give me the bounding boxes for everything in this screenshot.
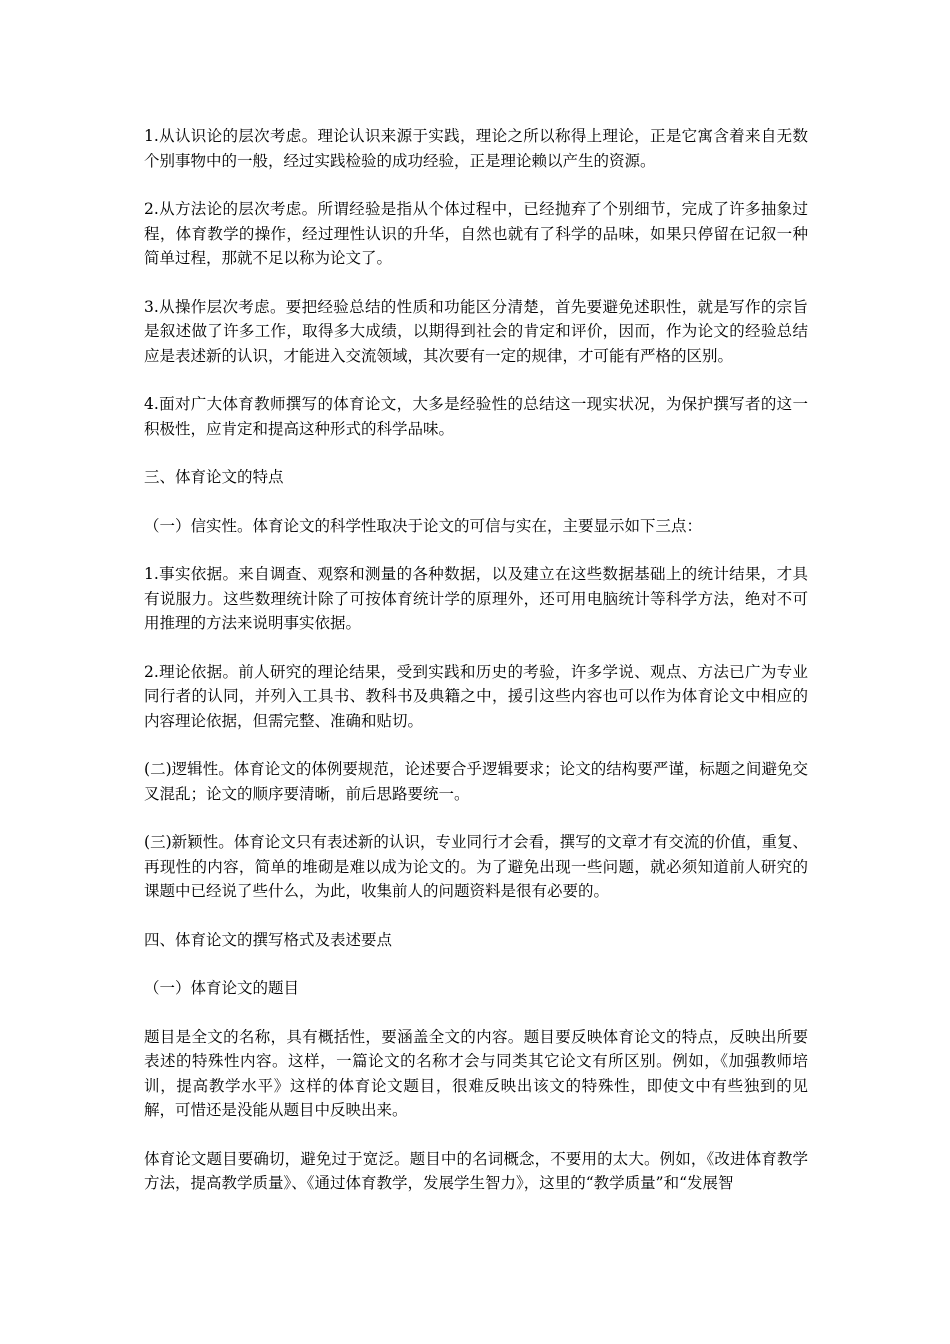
section-heading-format: 四、体育论文的撰写格式及表述要点 <box>144 930 393 949</box>
paragraph-title-precision: 体育论文题目要确切，避免过于宽泛。题目中的名词概念，不要用的太大。例如，《改进体育教学方法，提高教学质量》、《通过体育教学，发展学生智力》，这里的“教学质量”和“发展智 <box>144 1149 808 1192</box>
section-heading-features: 三、体育论文的特点 <box>144 468 284 486</box>
paragraph-methodology: 2.从方法论的层次考虑。所谓经验是指从个体过程中，已经抛弃了个别细节，完成了许多抽象过程，体育教学的操作，经过理性认识的升华，自然也就有了科学的品味，如果只停留在记叙一种简单过程，那就不足以称为论文了。 <box>144 200 808 267</box>
paragraph-teacher-papers: 4.面对广大体育教师撰写的体育论文，大多是经验性的总结这一现实状况，为保护撰写者的这一积极性，应肯定和提高这种形式的科学品味。 <box>144 395 808 438</box>
paragraph-title-definition: 题目是全文的名称，具有概括性，要涵盖全文的内容。题目要反映体育论文的特点，反映出所要表述的特殊性内容。这样，一篇论文的名称才会与同类其它论文有所区别。例如，《加强教师培训，提高教学水平》这样的体育论文题目，很难反映出该文的特殊性，即使文中有些独到的见解，可惜还是没能从题目中反映出来。 <box>144 1027 808 1119</box>
paragraph-theoretical-basis: 2.理论依据。前人研究的理论结果，受到实践和历史的考验，许多学说、观点、方法已广为专业同行者的认同，并列入工具书、教科书及典籍之中，援引这些内容也可以作为体育论文中相应的内容理论依据，但需完整、准确和贴切。 <box>144 662 808 730</box>
subsection-title: （一）体育论文的题目 <box>144 979 300 997</box>
paragraph-epistemology: 1.从认识论的层次考虑。理论认识来源于实践，理论之所以称得上理论，正是它寓含着来自无数个别事物中的一般，经过实践检验的成功经验，正是理论赖以产生的资源。 <box>144 127 808 170</box>
subsection-logic: (二)逻辑性。体育论文的体例要规范，论述要合乎逻辑要求；论文的结构要严谨，标题之间避免交叉混乱；论文的顺序要清晰，前后思路要统一。 <box>144 760 808 803</box>
paragraph-operation: 3.从操作层次考虑。要把经验总结的性质和功能区分清楚，首先要避免述职性，就是写作的宗旨是叙述做了许多工作，取得多大成绩，以期得到社会的肯定和评价，因而，作为论文的经验总结应是表述新的认识，才能进入交流领域，其次要有一定的规律，才可能有严格的区别。 <box>144 297 808 365</box>
subsection-novelty: (三)新颖性。体育论文只有表述新的认识，专业同行才会看，撰写的文章才有交流的价值，重复、再现性的内容，简单的堆砌是难以成为论文的。为了避免出现一些问题，就必须知道前人研究的课题中已经说了些什么，为此，收集前人的问题资料是很有必要的。 <box>144 833 808 900</box>
subsection-reliability: （一）信实性。体育论文的科学性取决于论文的可信与实在，主要显示如下三点： <box>144 516 703 535</box>
paragraph-factual-basis: 1.事实依据。来自调查、观察和测量的各种数据，以及建立在这些数据基础上的统计结果，才具有说服力。这些数理统计除了可按体育统计学的原理外，还可用电脑统计等科学方法，绝对不可用推理的方法来说明事实依据。 <box>144 565 808 632</box>
document-page <box>144 124 808 1220</box>
